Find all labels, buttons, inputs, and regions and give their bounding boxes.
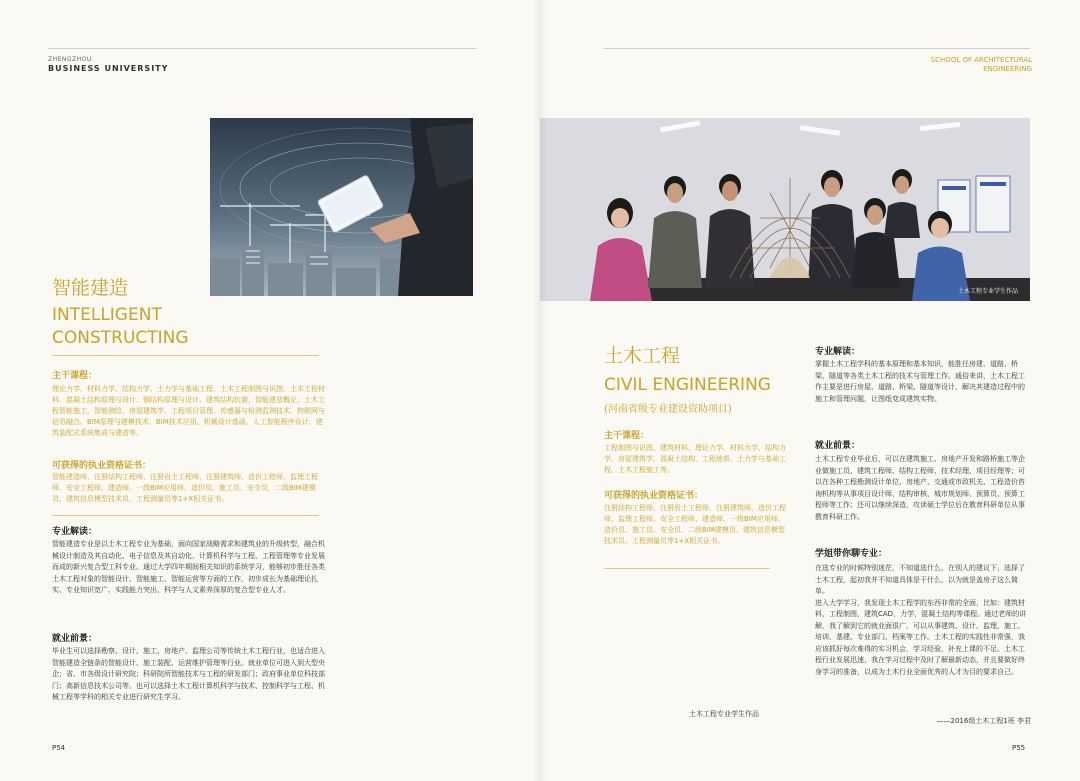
cert-heading: 可获得的执业资格证书： bbox=[52, 461, 152, 471]
title-en-line1: INTELLIGENT bbox=[52, 305, 162, 325]
career-heading: 就业前景： bbox=[52, 634, 98, 644]
school-name-line2: ENGINEERING bbox=[983, 65, 1032, 73]
career-heading: 就业前景： bbox=[815, 441, 861, 451]
divider bbox=[52, 355, 319, 356]
title-cn: 土木工程 bbox=[604, 345, 681, 367]
cert-text: 注册结构工程师、注册岩土工程师、注册建筑师、造价工程师、监理工程师、安全工程师、建造师、一级BIM应用师、造价员、施工员、安全员、二级BIM建模员、建筑信息模型技术员、工程测量员等1+X相关证书。 bbox=[604, 504, 786, 545]
subtitle: (河南省级专业建设资助项目) bbox=[604, 404, 732, 415]
senior-text: 在选专业的时候特别迷茫，不知道选什么，在别人的建议下，选择了土木工程，起初我并不知道具体是干什么，以为就是盖房子这么简单。 进入大学学习，我发现土木工程学的东西非常的全面，比如：建筑材料，工程制图，建筑CAD，力学，混凝土结构等课程。通过老师的讲解，我了解到它的就业面很广，可以从事建筑、设计、监理、施工、培训、基建、专业部门、档案等工作。土木工程的实践性非常强，我应该抓好每次难得的实习机会，学习经验，补充上课的不足。土木工程行业发展迅速，我在学习过程中及时了解最新动态，并且要做好终身学习的准备，以成为土木行业全面优秀的人才为目的要求自己。 bbox=[815, 564, 1027, 676]
career-text: 土木工程专业毕业后，可以在建筑施工、房地产开发和路桥施工等企业做施工员、建筑工程师、结构工程师、技术经理、项目经理等；可以在各种工程勘测设计单位、房地产、交通或市政机关、工程造价咨询机构等从事项目设计师、结构审核、城市规划师、预算员、预算工程师等工作；还可以继续深造，攻读硕士学位后在教育科研单位从事教育科研工作。 bbox=[815, 455, 1025, 521]
page-number: P55 bbox=[1012, 744, 1026, 752]
title-cn: 智能建造 bbox=[52, 277, 129, 299]
top-rule bbox=[604, 48, 1030, 49]
divider bbox=[52, 515, 319, 516]
senior-heading: 学姐带你聊专业： bbox=[815, 549, 888, 559]
main-courses-heading: 主干课程： bbox=[52, 371, 98, 381]
construction-photo bbox=[210, 118, 473, 296]
title-en-line2: CONSTRUCTING bbox=[52, 328, 189, 348]
student-group-illustration bbox=[540, 118, 1030, 301]
major-heading: 专业解读： bbox=[815, 347, 861, 357]
school-name bbox=[832, 56, 1032, 74]
right-page bbox=[540, 0, 1080, 781]
construction-illustration bbox=[210, 118, 473, 296]
main-courses-text: 工程制图与识图、建筑材料、理论力学、材料力学、结构力学、房屋建筑学、混凝土结构、工程地质、土力学与基础工程、土木工程施工等。 bbox=[604, 444, 786, 474]
top-rule bbox=[48, 48, 476, 49]
school-name-line1: SCHOOL OF ARCHITECTURAL bbox=[930, 56, 1032, 64]
senior-signature: ——2016级土木工程1班 李君 bbox=[936, 717, 1031, 725]
student-work-photo bbox=[540, 118, 1030, 301]
divider bbox=[604, 568, 770, 569]
student-work-caption: 土木工程专业学生作品 bbox=[689, 710, 759, 718]
cert-text: 智能建造师、注册结构工程师、注册岩土工程师、注册建筑师、造价工程师、监理工程师、安全工程师、建造师、一级BIM应用师、造价员、施工员、安全员、二级BIM建模员、建筑信息模型技术员、工程测量员等1+X相关证书。 bbox=[52, 473, 318, 503]
spine-shadow bbox=[532, 0, 548, 781]
major-heading: 专业解读： bbox=[52, 527, 98, 537]
cert-heading: 可获得的执业资格证书： bbox=[604, 491, 704, 501]
university-name: BUSINESS UNIVERSITY bbox=[48, 64, 169, 73]
university-name-sub: ZHENGZHOU bbox=[48, 56, 92, 63]
main-courses-text: 理论力学、材料力学、结构力学、土力学与基础工程、土木工程制图与识图、土木工程材料、混凝土结构原理与设计、钢结构原理与设计、建筑结构抗震、智能建造概论、土木工程智能施工、智能测绘、房屋建筑学、工程项目管理、传感器与检测监测技术、物联网与信息融合、BIM原理与建模技术、BIM技术应用、机械设计基础、人工智能程序设计、建筑装配式系统集成与建造等。 bbox=[52, 385, 325, 437]
title-en: CIVIL ENGINEERING bbox=[604, 375, 771, 395]
major-text: 掌握土木工程学科的基本原理和基本知识，能胜任房建、道路、桥梁、隧道等各类土木工程的技术与管理工作。通俗来讲，土木工程工作主要是进行房屋、道路、桥梁、隧道等设计，解决其建造过程中的施工和管理问题，让图纸变成建筑实物。 bbox=[815, 360, 1025, 403]
career-text: 毕业生可以选择勘察、设计、施工、房地产、监理公司等传统土木工程行业，也适合进入智能建造全链条的智能设计、施工装配、运营维护管理等行业。就业单位可进入到大型央企；省、市各级设计研究院；科研院所智能技术与工程的研发部门；政府事业单位科技部门；高新信息技术公司等。也可以选择土木工程计算机科学与技术、控制科学与工程、机械工程等学科的相关专业进行研究生学习。 bbox=[52, 647, 325, 701]
page-number: P54 bbox=[52, 744, 66, 752]
photo-caption: 土木工程专业学生作品 bbox=[957, 288, 1018, 295]
main-courses-heading: 主干课程： bbox=[604, 431, 650, 441]
major-text: 智能建造专业是以土木工程专业为基础，面向国家战略需求和建筑业的升级转型，融合机械设计制造及其自动化、电子信息及其自动化、计算机科学与工程、工程管理等专业发展而成的新兴复合型工科专业。通过大学四年期间相关知识的系统学习，能够初步胜任各类土木工程对象的智能设计、智能施工、智能运营等方面的工作，初步成长为基础理论扎实、专业知识宽广、实践能力突出、科学与人文素养深厚的复合型专业人才。 bbox=[52, 540, 325, 594]
